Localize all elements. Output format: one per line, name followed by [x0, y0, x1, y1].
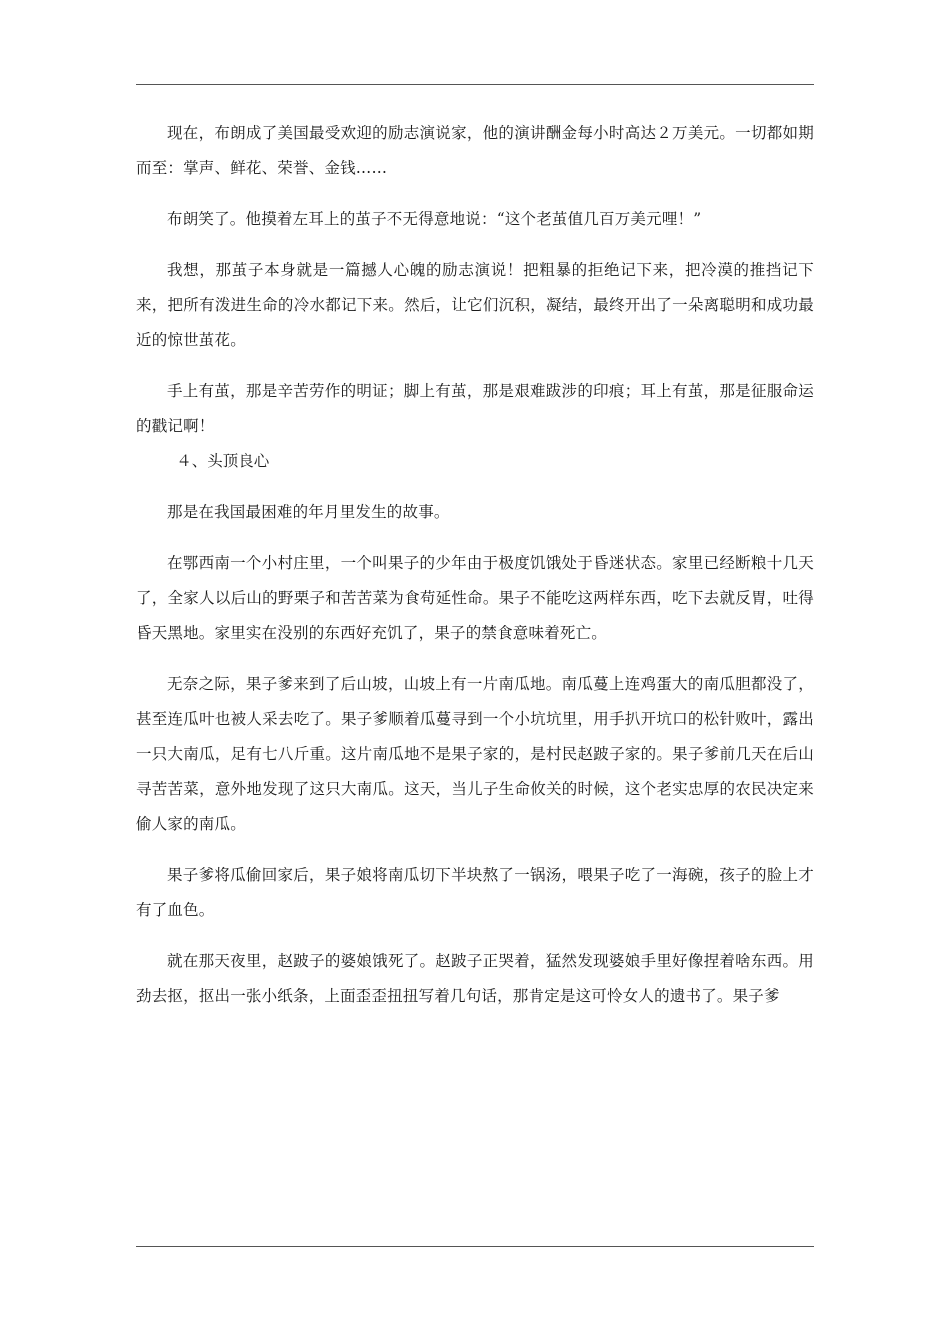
paragraph: 布朗笑了。他摸着左耳上的茧子不无得意地说：“这个老茧值几百万美元哩！”: [167, 210, 702, 228]
section-heading: ４、头顶良心: [176, 452, 270, 470]
paragraph: 那是在我国最困难的年月里发生的故事。: [167, 503, 450, 521]
paragraph: 果子爹将瓜偷回家后，果子娘将南瓜切下半块熬了一锅汤，喂果子吃了一海碗，孩子的脸上才有了血色。: [136, 866, 814, 919]
footer-rule: [136, 1246, 814, 1247]
header-rule: [136, 84, 814, 85]
paragraph: 就在那天夜里，赵跛子的婆娘饿死了。赵跛子正哭着，猛然发现婆娘手里好像捏着啥东西。用劲去抠，抠出一张小纸条，上面歪歪扭扭写着几句话，那肯定是这可怜女人的遗书了。果子爹: [136, 952, 814, 1005]
paragraph: 手上有茧，那是辛苦劳作的明证；脚上有茧，那是艰难跋涉的印痕；耳上有茧，那是征服命运的戳记啊！: [136, 382, 814, 435]
document-body: [136, 116, 814, 1014]
paragraph: 我想，那茧子本身就是一篇撼人心魄的励志演说！把粗暴的拒绝记下来，把冷漠的推挡记下来，把所有泼进生命的冷水都记下来。然后，让它们沉积，凝结，最终开出了一朵离聪明和成功最近的惊世茧花。: [136, 261, 814, 349]
paragraph: 在鄂西南一个小村庄里，一个叫果子的少年由于极度饥饿处于昏迷状态。家里已经断粮十几天了，全家人以后山的野栗子和苦苦菜为食苟延性命。果子不能吃这两样东西，吃下去就反胃，吐得昏天黑地。家里实在没别的东西好充饥了，果子的禁食意味着死亡。: [136, 554, 814, 642]
paragraph: 现在，布朗成了美国最受欢迎的励志演说家，他的演讲酬金每小时高达２万美元。一切都如期而至：掌声、鲜花、荣誉、金钱……: [136, 124, 814, 177]
paragraph: 无奈之际，果子爹来到了后山坡，山坡上有一片南瓜地。南瓜蔓上连鸡蛋大的南瓜胆都没了，甚至连瓜叶也被人采去吃了。果子爹顺着瓜蔓寻到一个小坑坑里，用手扒开坑口的松针败叶，露出一只大南瓜，足有七八斤重。这片南瓜地不是果子家的，是村民赵跛子家的。果子爹前几天在后山寻苦苦菜，意外地发现了这只大南瓜。这天，当儿子生命攸关的时候，这个老实忠厚的农民决定来偷人家的南瓜。: [136, 675, 814, 833]
